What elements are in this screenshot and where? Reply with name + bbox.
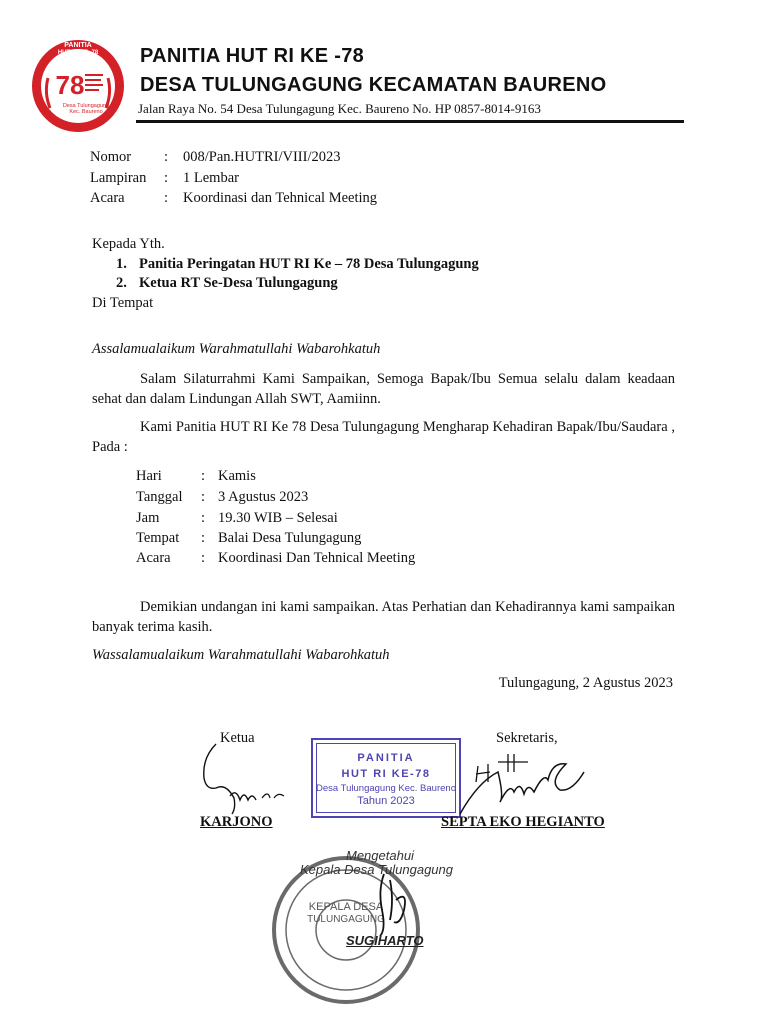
detail-label-acara: Acara <box>136 550 171 566</box>
logo-number: 78 <box>55 70 85 100</box>
logo-sub-text: HUT RI KE -78 <box>57 50 99 56</box>
paragraph-1: Salam Silaturrahmi Kami Sampaikan, Semoga Bapak/Ibu Semua selalu dalam keadaan sehat dan dalam Lindungan Allah SWT, Aamiinn. <box>92 371 675 407</box>
meta-label-lampiran: Lampiran <box>90 170 147 186</box>
recipient-item-number: 2. <box>116 275 127 291</box>
detail-colon: : <box>201 550 206 566</box>
recipient-place: Di Tempat <box>92 295 154 311</box>
committee-logo <box>30 38 126 134</box>
witness-label-2: Kepala Desa Tulungagung <box>300 862 453 877</box>
detail-colon: : <box>201 530 206 546</box>
meta-colon: : <box>164 190 169 206</box>
secretary-name: SEPTA EKO HEGIANTO <box>441 814 605 830</box>
chair-name: KARJONO <box>200 814 273 830</box>
detail-label-jam: Jam <box>136 510 160 526</box>
detail-label-tanggal: Tanggal <box>136 489 183 505</box>
meta-colon: : <box>164 170 169 186</box>
village-head-signature <box>360 870 420 940</box>
stamp-line-2: HUT RI KE-78 <box>341 768 431 780</box>
detail-value-jam: 19.30 WIB – Selesai <box>218 510 338 526</box>
witness-label-1: Mengetahui <box>346 848 414 863</box>
stamp-line-1: PANITIA <box>357 752 415 764</box>
logo-bottom-text-1: Desa Tulungagung <box>62 103 110 109</box>
letterhead-title-1: PANITIA HUT RI KE -78 <box>140 45 365 67</box>
village-head-name: SUGIHARTO <box>346 933 424 948</box>
detail-value-acara: Koordinasi Dan Tehnical Meeting <box>218 550 416 566</box>
recipient-item: Panitia Peringatan HUT RI Ke – 78 Desa Tulungagung <box>139 256 479 272</box>
chair-role: Ketua <box>220 730 255 746</box>
letterhead-address: Jalan Raya No. 54 Desa Tulungagung Kec. Baureno No. HP 0857-8014-9163 <box>138 101 541 116</box>
detail-colon: : <box>201 510 206 526</box>
detail-colon: : <box>201 489 206 505</box>
meta-label-nomor: Nomor <box>90 149 132 165</box>
closing-salutation: Wassalamualaikum Warahmatullahi Wabarohkatuh <box>92 647 390 663</box>
meta-label-acara: Acara <box>90 190 125 206</box>
detail-colon: : <box>201 468 206 484</box>
opening-salutation: Assalamualaikum Warahmatullahi Wabarohkatuh <box>92 341 381 357</box>
recipient-item: Ketua RT Se-Desa Tulungagung <box>139 275 338 291</box>
detail-value-tempat: Balai Desa Tulungagung <box>218 530 362 546</box>
paragraph-3: Demikian undangan ini kami sampaikan. Atas Perhatian dan Kehadirannya kami sampaikan banyak terima kasih. <box>92 599 675 635</box>
detail-label-hari: Hari <box>136 468 162 484</box>
place-date: Tulungagung, 2 Agustus 2023 <box>498 675 673 691</box>
stamp-line-4: Tahun 2023 <box>357 795 415 807</box>
detail-label-tempat: Tempat <box>136 530 180 546</box>
meta-value-acara: Koordinasi dan Tehnical Meeting <box>183 190 378 206</box>
stamp-line-3: Desa Tulungagung Kec. Baureno <box>316 783 456 794</box>
meta-colon: : <box>164 149 169 165</box>
stamp-kepala-desa-text: KEPALA DESA <box>308 901 384 913</box>
meta-value-lampiran: 1 Lembar <box>183 170 239 186</box>
stamp-tulungagung-text: TULUNGAGUNG <box>307 914 385 925</box>
detail-value-hari: Kamis <box>218 468 256 484</box>
secretary-role: Sekretaris, <box>496 730 558 746</box>
logo-bottom-text-2: Kec. Baureno <box>69 109 103 115</box>
letterhead-divider <box>136 120 684 123</box>
meta-value-nomor: 008/Pan.HUTRI/VIII/2023 <box>183 149 341 165</box>
recipient-item-number: 1. <box>116 256 127 272</box>
committee-stamp <box>311 738 461 818</box>
chair-signature <box>196 738 296 818</box>
logo-top-text: PANITIA <box>64 42 92 49</box>
secretary-signature <box>448 742 598 822</box>
letterhead-title-2: DESA TULUNGAGUNG KECAMATAN BAURENO <box>140 74 607 96</box>
detail-value-tanggal: 3 Agustus 2023 <box>218 489 309 505</box>
paragraph-2: Kami Panitia HUT RI Ke 78 Desa Tulungagung Mengharap Kehadiran Bapak/Ibu/Saudara , Pada : <box>92 419 675 455</box>
recipient-greeting: Kepada Yth. <box>92 236 165 252</box>
